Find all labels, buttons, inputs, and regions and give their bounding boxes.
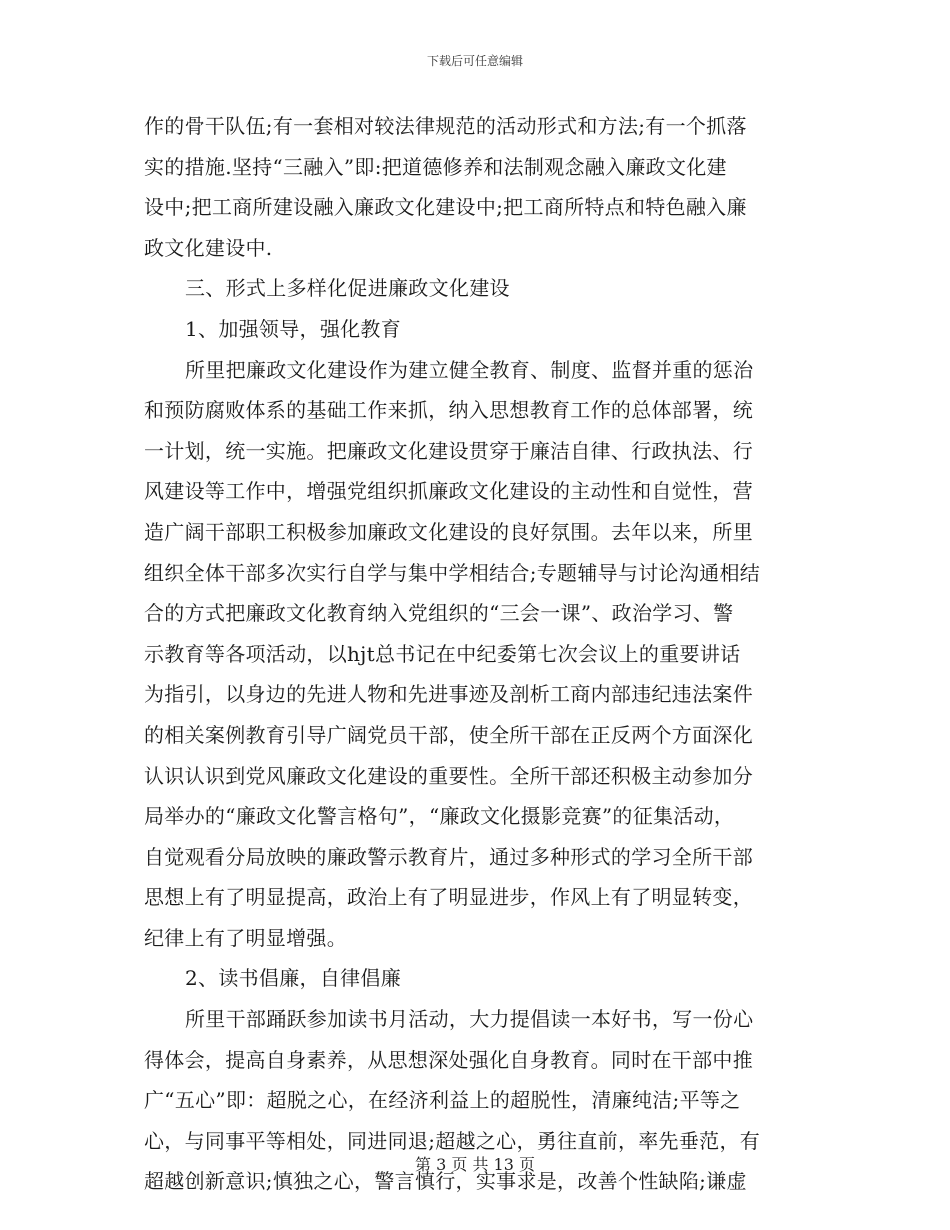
text-line: 局举办的“廉政文化警言格句”，“廉政文化摄影竞赛”的征集活动， (144, 804, 735, 829)
document-body (144, 106, 806, 1202)
text-line: 思想上有了明显提高，政治上有了明显进步，作风上有了明显转变， (144, 885, 753, 910)
text-line: 一计划，统一实施。把廉政文化建设贯穿于廉洁自律、行政执法、行 (144, 438, 753, 463)
text-line: 为指引，以身边的先进人物和先进事迹及剖析工商内部违纪违法案件 (144, 682, 753, 707)
text-line: 合的方式把廉政文化教育纳入党组织的“三会一课”、政治学习、警 (144, 601, 734, 626)
text-line: 设中;把工商所建设融入廉政文化建设中;把工商所特点和特色融入廉 (144, 195, 747, 220)
text-line: 纪律上有了明显增强。 (144, 925, 347, 950)
text-line: 所里干部踊跃参加读书月活动，大力提倡读一本好书，写一份心 (185, 1007, 754, 1032)
text-line: 2、读书倡廉，自律倡廉 (185, 966, 402, 991)
text-line: 三、形式上多样化促进廉政文化建设 (185, 276, 510, 301)
text-line: 超越创新意识;慎独之心，警言慎行，实事求是，改善个性缺陷;谦虚 (144, 1169, 747, 1194)
text-line: 心，与同事平等相处，同进同退;超越之心，勇往直前，率先垂范，有 (144, 1128, 761, 1153)
text-line: 政文化建设中. (144, 235, 273, 260)
text-line: 自觉观看分局放映的廉政警示教育片，通过多种形式的学习全所干部 (144, 844, 753, 869)
text-line: 得体会，提高自身素养，从思想深处强化自身教育。同时在干部中推 (144, 1047, 753, 1072)
page-footer: 第 3 页 共 13 页 (415, 1155, 535, 1174)
text-line: 造广阔干部职工积极参加廉政文化建设的良好氛围。去年以来，所里 (144, 519, 753, 544)
text-line: 广“五心”即：超脱之心，在经济利益上的超脱性，清廉纯洁;平等之 (144, 1088, 741, 1113)
text-line: 示教育等各项活动，以hjt总书记在中纪委第七次会议上的重要讲话 (144, 641, 741, 666)
page-header: 下载后可任意编辑 (426, 54, 523, 68)
text-line: 实的措施.坚持“三融入”即:把道德修养和法制观念融入廉政文化建 (144, 154, 727, 179)
text-line: 的相关案例教育引导广阔党员干部，使全所干部在正反两个方面深化 (144, 722, 753, 747)
text-line: 认识认识到党风廉政文化建设的重要性。全所干部还积极主动参加分 (144, 763, 753, 788)
text-line: 作的骨干队伍;有一套相对较法律规范的活动形式和方法;有一个抓落 (144, 114, 747, 138)
text-line: 所里把廉政文化建设作为建立健全教育、制度、监督并重的惩治 (185, 357, 754, 382)
text-line: 风建设等工作中，增强党组织抓廉政文化建设的主动性和自觉性，营 (144, 479, 753, 504)
text-line: 1、加强领导，强化教育 (185, 316, 402, 341)
text-line: 组织全体干部多次实行自学与集中学相结合;专题辅导与讨论沟通相结 (144, 560, 761, 585)
text-line: 和预防腐败体系的基础工作来抓，纳入思想教育工作的总体部署，统 (144, 398, 753, 423)
